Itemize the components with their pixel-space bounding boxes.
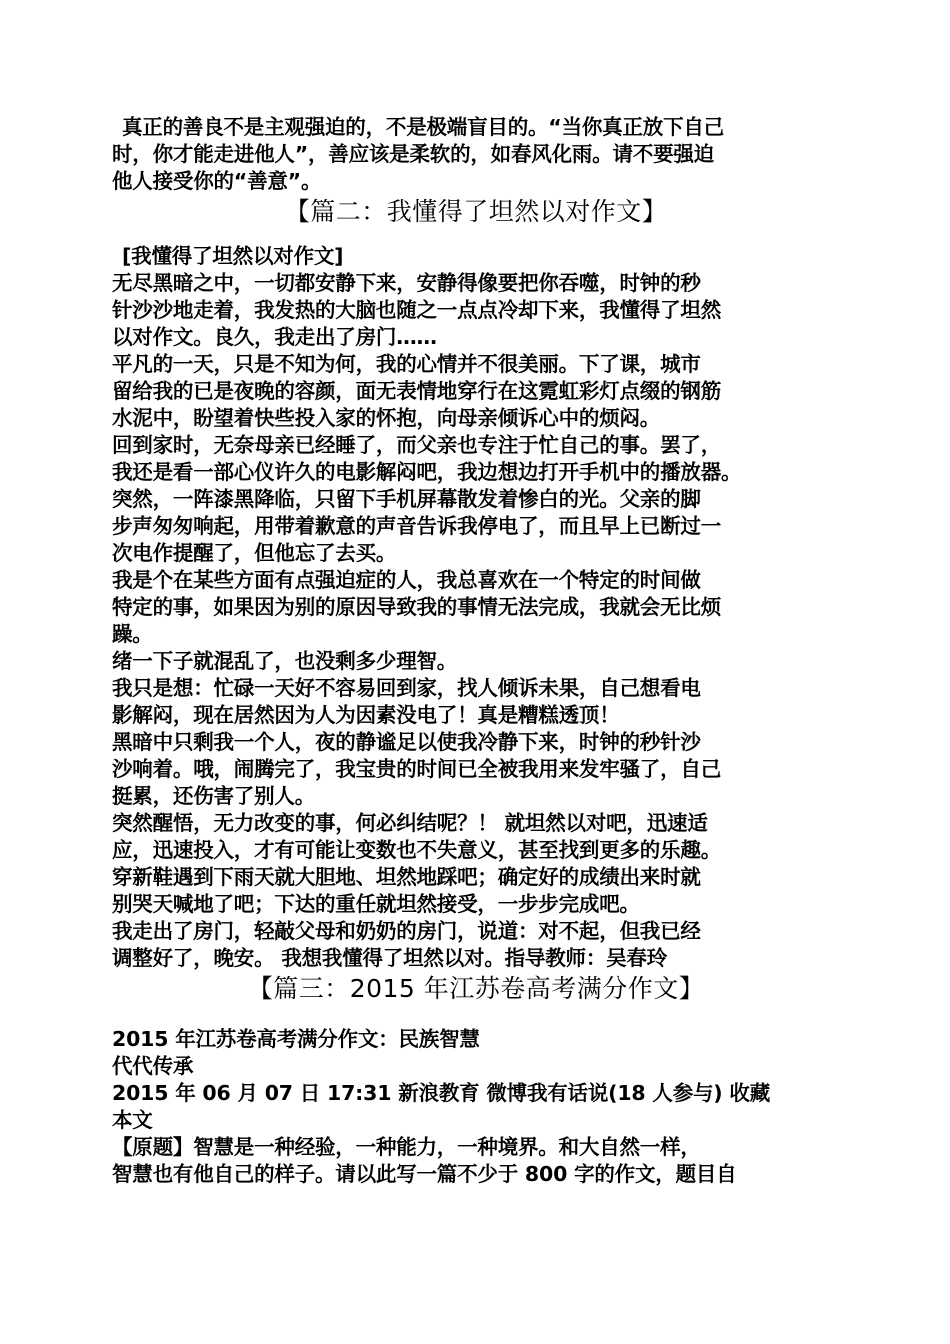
paragraph-line: 智慧也有他自己的样子。请以此写一篇不少于 800 字的作文，题目自 [112,1162,737,1186]
paragraph-line: 突然醒悟，无力改变的事，何必纠结呢？！ 就坦然以对吧，迅速适 [112,811,708,835]
paragraph-line: 【原题】智慧是一种经验，一种能力，一种境界。和大自然一样， [112,1135,701,1159]
paragraph-line: 别哭天喊地了吧；下达的重任就坦然接受，一步步完成吧。 [112,892,640,916]
article-subtitle: [我懂得了坦然以对作文] [122,244,344,268]
section-heading-3: 【篇三：2015 年江苏卷高考满分作文】 [247,974,705,1003]
paragraph-line: 2015 年 06 月 07 日 17:31 新浪教育 微博我有话说(18 人参与) 收藏 [112,1081,770,1105]
paragraph-line: 无尽黑暗之中，一切都安静下来，安静得像要把你吞噬，时钟的秒 [112,271,701,295]
paragraph-line: 步声匆匆响起，用带着歉意的声音告诉我停电了，而且早上已断过一 [112,514,721,538]
paragraph-line: 代代传承 [112,1054,194,1078]
paragraph-line: 影解闷，现在居然因为人为因素没电了！真是糟糕透顶！ [112,703,620,727]
document-page [112,114,840,1188]
paragraph-line: 我是个在某些方面有点强迫症的人，我总喜欢在一个特定的时间做 [112,568,701,592]
paragraph-line: 躁。 [112,622,153,646]
paragraph-line: 真正的善良不是主观强迫的，不是极端盲目的。“当你真正放下自己 [122,115,724,139]
paragraph-line: 我只是想：忙碌一天好不容易回到家，找人倾诉未果，自己想看电 [112,676,701,700]
paragraph-line: 挺累，还伤害了别人。 [112,784,315,808]
paragraph-line: 黑暗中只剩我一个人，夜的静谧足以使我冷静下来，时钟的秒针沙 [112,730,701,754]
paragraph-line: 针沙沙地走着，我发热的大脑也随之一点点冷却下来，我懂得了坦然 [112,298,721,322]
paragraph-line: 平凡的一天，只是不知为何，我的心情并不很美丽。下了课，城市 [112,352,701,376]
paragraph-line: 我还是看一部心仪许久的电影解闷吧，我边想边打开手机中的播放器。 [112,460,742,484]
paragraph-line: 以对作文。良久，我走出了房门…… [112,325,437,349]
paragraph-line: 穿新鞋遇到下雨天就大胆地、坦然地踩吧；确定好的成绩出来时就 [112,865,701,889]
paragraph-line: 次电作提醒了，但他忘了去买。 [112,541,397,565]
section-1 [112,114,840,195]
paragraph-line: 他人接受你的“善意”。 [112,169,322,193]
paragraph-line: 我走出了房门，轻敲父母和奶奶的房门，说道：对不起，但我已经 [112,919,701,943]
section-2 [112,243,840,972]
section-3 [112,1026,840,1188]
paragraph-line: 特定的事，如果因为别的原因导致我的事情无法完成，我就会无比烦 [112,595,721,619]
paragraph-line: 回到家时，无奈母亲已经睡了，而父亲也专注于忙自己的事。罢了， [112,433,721,457]
paragraph-line: 2015 年江苏卷高考满分作文：民族智慧 [112,1027,480,1051]
section-heading-2: 【篇二：我懂得了坦然以对作文】 [284,197,668,226]
paragraph-line: 留给我的已是夜晚的容颜，面无表情地穿行在这霓虹彩灯点缀的钢筋 [112,379,721,403]
paragraph-line: 突然，一阵漆黑降临，只留下手机屏幕散发着惨白的光。父亲的脚 [112,487,701,511]
paragraph-line: 绪一下子就混乱了，也没剩多少理智。 [112,649,458,673]
paragraph-line: 时，你才能走进他人”，善应该是柔软的，如春风化雨。请不要强迫 [112,142,714,166]
paragraph-line: 调整好了，晚安。 我想我懂得了坦然以对。指导教师：吴春玲 [112,946,668,970]
paragraph-line: 沙响着。哦，闹腾完了，我宝贵的时间已全被我用来发牢骚了，自己 [112,757,721,781]
paragraph-line: 应，迅速投入，才有可能让变数也不失意义，甚至找到更多的乐趣。 [112,838,721,862]
paragraph-line: 本文 [112,1108,153,1132]
paragraph-line: 水泥中，盼望着快些投入家的怀抱，向母亲倾诉心中的烦闷。 [112,406,661,430]
